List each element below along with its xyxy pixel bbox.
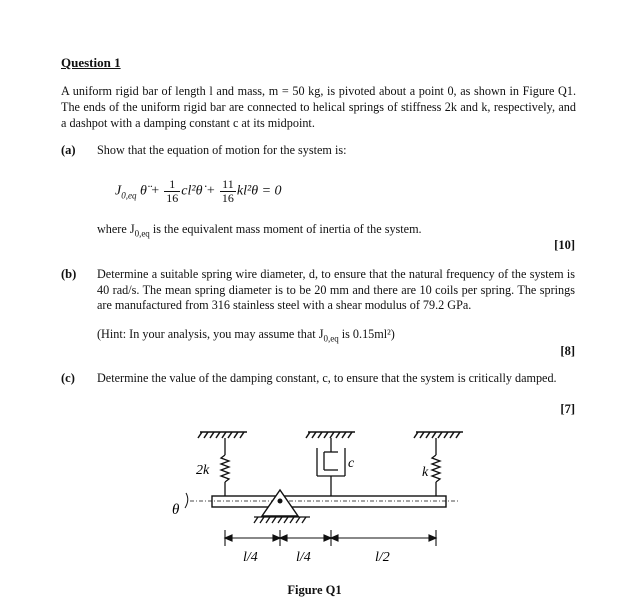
question-intro: A uniform rigid bar of length l and mass, m = 50 kg, is pivoted about a point 0, as shown in Figure Q1. The ends of the uniform rigid bar are connected to helical springs of stiffness 2k and k, respectively, and a dashpot with a damping constant c at its midpoint. bbox=[61, 84, 576, 130]
part-c-marks: [7] bbox=[560, 402, 575, 416]
part-c-label: (c) bbox=[61, 371, 75, 385]
part-a-where: where $J_{0,eq}$ is the equivalent mass moment of inertia of the system. bbox=[97, 222, 422, 239]
spring-k-label: k bbox=[422, 465, 429, 480]
spring-2k bbox=[221, 438, 229, 496]
rigid-bar bbox=[212, 496, 446, 507]
part-a-marks: [10] bbox=[554, 238, 575, 252]
ground-hatch-middle bbox=[306, 432, 355, 438]
question-title: Question 1 bbox=[61, 55, 121, 70]
eq-term2: cl²θ̇ + bbox=[181, 183, 216, 199]
spring-2k-label: 2k bbox=[196, 463, 210, 478]
eq-lhs: J bbox=[115, 183, 122, 199]
dim-label-2: l/4 bbox=[296, 550, 311, 565]
figure-q1-diagram bbox=[0, 420, 629, 580]
part-b-label: (b) bbox=[61, 267, 77, 281]
dimension-line bbox=[225, 530, 436, 546]
part-b-text: Determine a suitable spring wire diameter, d, to ensure that the natural frequency of the system is 40 rad/s. The mean spring diameter is to be 20 mm and there are 10 coils per spring. The springs are manufactured from 316 stainless steel with a shear modulus of 79.2 GPa. bbox=[97, 267, 575, 312]
eq-term3: kl²θ = 0 bbox=[236, 183, 282, 199]
part-a-prompt: Show that the equation of motion for the system is: bbox=[97, 143, 347, 157]
eq-fraction-1: $\frac{1}{16}$ bbox=[166, 177, 179, 205]
dim-label-3: l/2 bbox=[375, 550, 390, 565]
ground-hatch-left bbox=[198, 432, 247, 438]
dashpot-c-label: c bbox=[348, 456, 355, 471]
spring-k bbox=[432, 438, 440, 496]
part-b-marks: [8] bbox=[560, 344, 575, 358]
eq-fraction-2: $\frac{11}{16}$ bbox=[221, 177, 234, 205]
pivot-ground-hatch bbox=[254, 517, 310, 523]
equation-of-motion bbox=[115, 178, 282, 205]
rotation-arrow bbox=[185, 493, 188, 508]
theta-label: θ bbox=[172, 502, 180, 518]
eq-lhs-sub: 0,eq bbox=[121, 190, 137, 201]
eq-term1: θ̈ + bbox=[139, 183, 160, 199]
part-b-hint: (Hint: In your analysis, you may assume that $J_{0,eq}$ is 0.15ml²) bbox=[97, 327, 395, 344]
dim-label-1: l/4 bbox=[243, 550, 258, 565]
dashpot-c bbox=[317, 438, 345, 496]
part-c-text: Determine the value of the damping constant, c, to ensure that the system is critically damped. bbox=[97, 371, 557, 385]
ground-hatch-right bbox=[414, 432, 463, 438]
part-a-label: (a) bbox=[61, 143, 76, 157]
pivot-point bbox=[278, 499, 283, 504]
figure-caption: Figure Q1 bbox=[287, 583, 342, 597]
